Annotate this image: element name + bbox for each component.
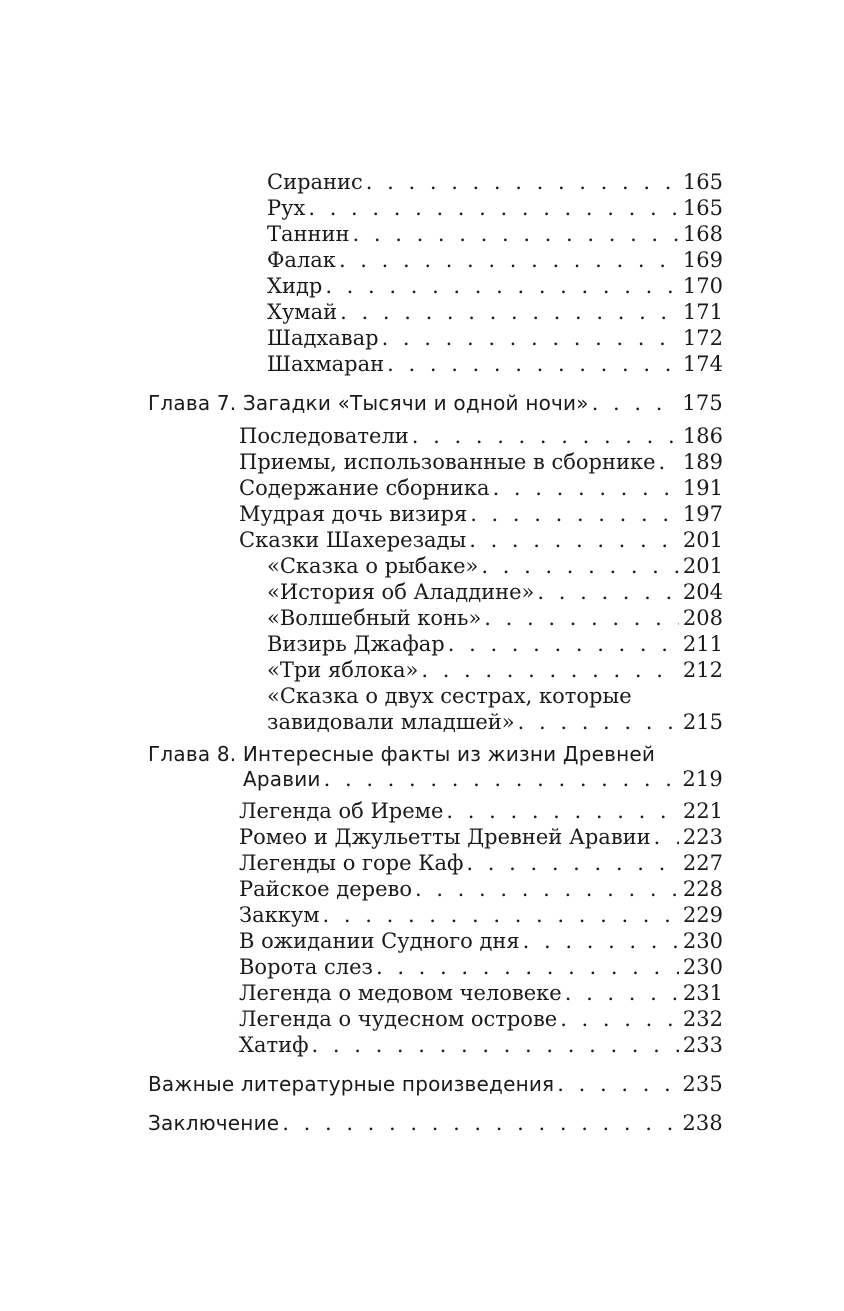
dot-leader	[448, 631, 679, 657]
toc-entry	[267, 247, 723, 273]
entry-page: 189	[682, 450, 723, 474]
toc-subentry-line1	[267, 683, 632, 709]
toc-subentry	[267, 553, 723, 579]
dot-leader	[282, 1110, 678, 1136]
dot-leader	[565, 980, 679, 1006]
entry-page: 230	[682, 955, 723, 979]
entry-title: Рух	[267, 196, 306, 220]
entry-title: Шахмаран	[267, 352, 385, 376]
dot-leader	[466, 850, 678, 876]
dot-leader	[470, 501, 679, 527]
section-title: Важные литературные произведения	[148, 1072, 555, 1096]
entry-title: «Три яблока»	[267, 658, 419, 682]
chapter-title-line1: Глава 8. Интересные факты из жизни Древней	[148, 742, 656, 766]
toc-entry	[267, 325, 723, 351]
dot-leader	[592, 390, 679, 416]
dot-leader	[323, 902, 679, 928]
dot-leader	[382, 325, 679, 351]
toc-entry	[267, 351, 723, 377]
entry-page: 231	[682, 981, 723, 1005]
entry-title: Райское дерево	[239, 877, 412, 901]
entry-page: 215	[682, 710, 723, 734]
entry-title: Хумай	[267, 300, 338, 324]
dot-leader	[446, 798, 678, 824]
entry-title: Легенды о горе Каф	[239, 851, 464, 875]
dot-leader	[376, 954, 679, 980]
entry-page: 165	[682, 170, 723, 194]
entry-page: 228	[682, 877, 723, 901]
entry-page: 197	[682, 502, 723, 526]
entry-title: «Сказка о рыбаке»	[267, 554, 479, 578]
chapter-title: Глава 7. Загадки «Тысячи и одной ночи»	[148, 391, 589, 415]
toc-entry	[267, 299, 723, 325]
entry-title: «Волшебный конь»	[267, 606, 482, 630]
entry-title: Визирь Джафар	[267, 632, 445, 656]
entry-title: Легенда об Иреме	[239, 799, 444, 823]
toc-entry	[239, 954, 723, 980]
toc-entry	[239, 449, 723, 475]
toc-subentry	[267, 631, 723, 657]
dot-leader	[537, 579, 679, 605]
toc-entry	[267, 273, 723, 299]
entry-title: Сказки Шахерезады	[239, 528, 467, 552]
toc-entry	[239, 928, 723, 954]
toc-subentry	[267, 605, 723, 631]
back-matter-heading	[148, 1110, 723, 1136]
toc-subentry	[267, 709, 723, 735]
dot-leader	[324, 766, 679, 792]
chapter-page: 219	[682, 767, 723, 791]
dot-leader	[312, 1032, 679, 1058]
toc-entry	[239, 527, 723, 553]
entry-page: 169	[682, 248, 723, 272]
entry-title: Фалак	[267, 248, 336, 272]
dot-leader	[366, 169, 679, 195]
dot-leader	[659, 449, 679, 475]
entry-page: 211	[682, 632, 723, 656]
dot-leader	[308, 195, 679, 221]
entry-title: Таннин	[267, 222, 350, 246]
entry-page: 191	[682, 476, 723, 500]
entry-page: 233	[682, 1033, 723, 1057]
entry-title: Последователи	[239, 424, 409, 448]
dot-leader	[421, 657, 679, 683]
dot-leader	[339, 247, 679, 273]
entry-title-line2: завидовали младшей»	[267, 710, 515, 734]
toc-entry	[267, 221, 723, 247]
entry-page: 223	[682, 825, 723, 849]
toc-entry	[239, 501, 723, 527]
entry-title: Приемы, использованные в сборнике	[239, 450, 656, 474]
dot-leader	[325, 273, 679, 299]
entry-page: 212	[682, 658, 723, 682]
toc-entry	[239, 824, 723, 850]
entry-page: 201	[682, 554, 723, 578]
entry-page: 168	[682, 222, 723, 246]
toc-entry	[239, 1006, 723, 1032]
entry-page: 172	[682, 326, 723, 350]
dot-leader	[654, 824, 679, 850]
dot-leader	[557, 1071, 678, 1097]
entry-title: Шадхавар	[267, 326, 379, 350]
chapter-heading-line1	[148, 741, 655, 767]
entry-title: Хатиф	[239, 1033, 309, 1057]
toc-entry	[239, 1032, 723, 1058]
entry-page: 171	[682, 300, 723, 324]
toc-entry	[239, 475, 723, 501]
toc-subentry	[267, 657, 723, 683]
entry-title: Мудрая дочь визиря	[239, 502, 468, 526]
dot-leader	[518, 709, 679, 735]
entry-page: 201	[682, 528, 723, 552]
dot-leader	[484, 605, 679, 631]
entry-page: 229	[682, 903, 723, 927]
toc-entry	[239, 423, 723, 449]
entry-title: Сиранис	[267, 170, 363, 194]
entry-title-line1: «Сказка о двух сестрах, которые	[267, 684, 632, 708]
entry-page: 174	[682, 352, 723, 376]
entry-page: 221	[682, 799, 723, 823]
section-page: 235	[682, 1072, 723, 1096]
toc-entry	[239, 902, 723, 928]
toc-entry	[239, 980, 723, 1006]
entry-page: 186	[682, 424, 723, 448]
entry-page: 227	[682, 851, 723, 875]
entry-title: Содержание сборника	[239, 476, 490, 500]
toc-entry	[239, 876, 723, 902]
chapter-heading	[243, 766, 723, 792]
toc-entry	[239, 798, 723, 824]
entry-page: 230	[682, 929, 723, 953]
entry-title: Заккум	[239, 903, 320, 927]
toc-entry	[239, 850, 723, 876]
toc-entry	[267, 169, 723, 195]
dot-leader	[353, 221, 679, 247]
entry-page: 204	[682, 580, 723, 604]
dot-leader	[340, 299, 679, 325]
dot-leader	[481, 553, 679, 579]
dot-leader	[469, 527, 679, 553]
entry-title: «История об Аладдине»	[267, 580, 535, 604]
section-page: 238	[682, 1111, 723, 1135]
dot-leader	[560, 1006, 679, 1032]
chapter-page: 175	[682, 391, 723, 415]
chapter-heading	[148, 390, 723, 416]
entry-title: Ворота слез	[239, 955, 373, 979]
chapter-title-line2: Аравии	[243, 767, 321, 791]
section-title: Заключение	[148, 1111, 280, 1135]
dot-leader	[415, 876, 679, 902]
entry-title: Хидр	[267, 274, 323, 298]
entry-title: Легенда о медовом человеке	[239, 981, 562, 1005]
toc-subentry	[267, 579, 723, 605]
toc-entry	[267, 195, 723, 221]
back-matter-heading	[148, 1071, 723, 1097]
entry-title: В ожидании Судного дня	[239, 929, 520, 953]
entry-page: 170	[682, 274, 723, 298]
entry-page: 208	[682, 606, 723, 630]
entry-title: Легенда о чудесном острове	[239, 1007, 558, 1031]
entry-title: Ромео и Джульетты Древней Аравии	[239, 825, 651, 849]
dot-leader	[412, 423, 679, 449]
entry-page: 232	[682, 1007, 723, 1031]
entry-page: 165	[682, 196, 723, 220]
dot-leader	[523, 928, 679, 954]
dot-leader	[387, 351, 679, 377]
dot-leader	[493, 475, 679, 501]
